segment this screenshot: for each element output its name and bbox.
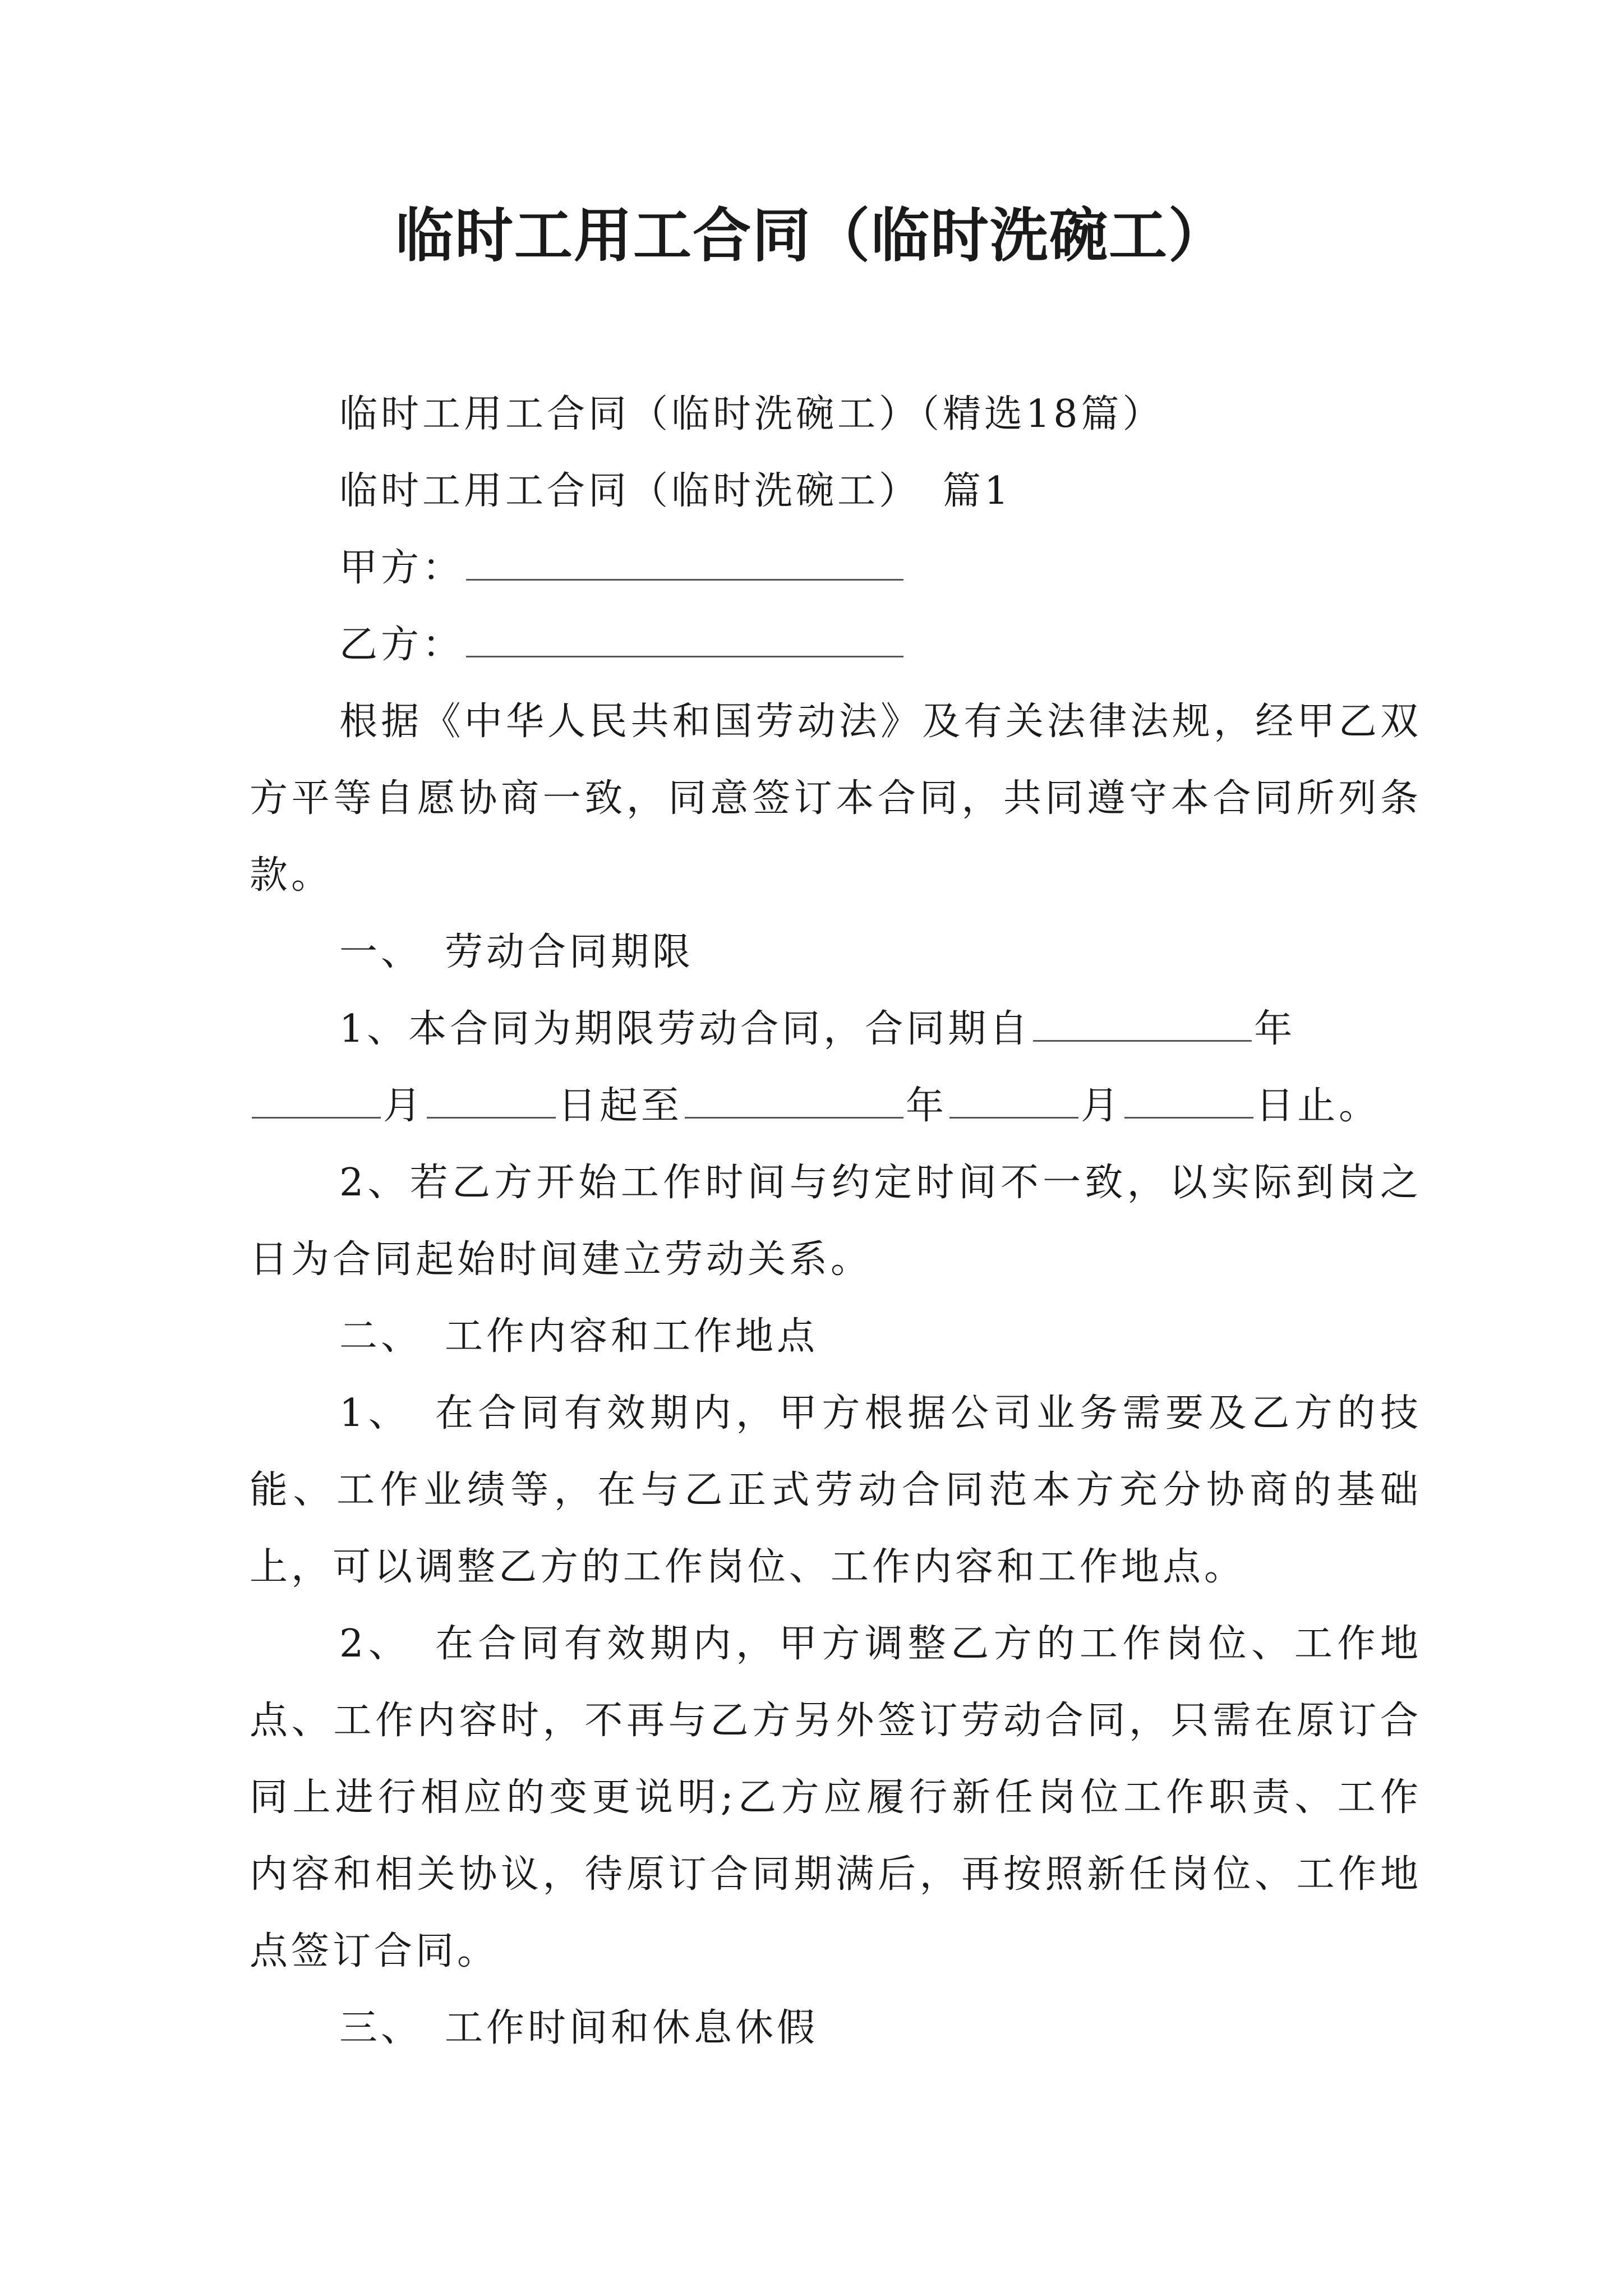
document-body [250,376,1422,2067]
clause1-heading: 一、 劳动合同期限 [339,930,694,974]
party-b-label: 乙方： [339,623,464,667]
end-year-blank [685,1083,903,1119]
section-heading: 临时工用工合同（临时洗碗工） 篇1 [339,469,1012,513]
party-a-line [250,530,1422,606]
start-day-unit: 日起至 [558,1084,683,1128]
start-month-unit: 月 [383,1084,425,1128]
start-month-blank [252,1083,381,1119]
clause2-heading: 二、 工作内容和工作地点 [339,1314,819,1359]
start-day-blank [427,1083,556,1119]
party-a-blank [466,545,903,581]
clause1-item1-line2 [250,1068,1422,1144]
end-month-unit: 月 [1081,1084,1123,1128]
clause1-item1-line1 [250,991,1422,1068]
end-month-blank [949,1083,1078,1119]
clause2-item1: 1、 在合同有效期内，甲方根据公司业务需要及乙方的技能、工作业绩等，在与乙正式劳动合同范本方充分协商的基础上，可以调整乙方的工作岗位、工作内容和工作地点。 [250,1391,1422,1589]
clause2-item2: 2、 在合同有效期内，甲方调整乙方的工作岗位、工作地点、工作内容时，不再与乙方另外签订劳动合同，只需在原订合同上进行相应的变更说明;乙方应履行新任岗位工作职责、工作内容和相关协议，待原订合同期满后，再按照新任岗位、工作地点签订合同。 [250,1622,1422,1973]
start-year-blank [1033,1006,1252,1042]
clause3-heading: 三、 工作时间和休息休假 [339,2006,819,2050]
clause1-item1-text: 1、本合同为期限劳动合同，合同期自 [339,1007,1031,1051]
party-a-label: 甲方： [339,546,464,590]
end-day-unit: 日止。 [1256,1084,1381,1128]
subtitle: 临时工用工合同（临时洗碗工）（精选18篇） [339,392,1164,436]
clause1-item2: 2、若乙方开始工作时间与约定时间不一致，以实际到岗之日为合同起始时间建立劳动关系。 [250,1161,1422,1282]
intro-paragraph: 根据《中华人民共和国劳动法》及有关法律法规，经甲乙双方平等自愿协商一致，同意签订本合同，共同遵守本合同所列条款。 [250,700,1422,898]
start-year-unit: 年 [1254,1007,1296,1051]
party-b-blank [466,622,903,657]
document-title: 临时工用工合同（临时洗碗工） [395,201,1228,270]
end-year-unit: 年 [906,1084,948,1128]
party-b-line [250,606,1422,683]
end-day-blank [1124,1083,1253,1119]
